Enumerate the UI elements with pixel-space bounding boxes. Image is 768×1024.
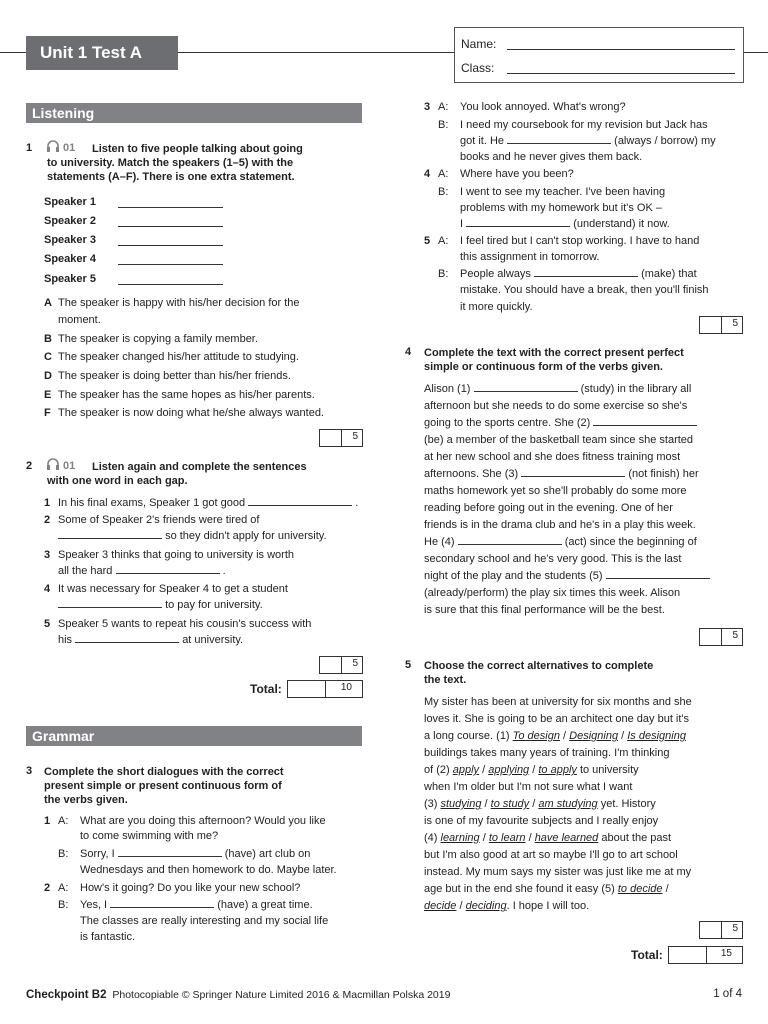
q1-instruction-2: to university. Match the speakers (1–5) with the [47, 157, 294, 169]
q5-instruction-2: the text. [424, 674, 467, 686]
statement-text: The speaker is now doing what he/she always wanted. [58, 407, 324, 419]
class-field[interactable] [507, 73, 735, 74]
item-text: to pay for university. [58, 597, 263, 613]
dialogue-line: this assignment in tomorrow. [460, 251, 600, 263]
dialogue-line: is fantastic. [80, 931, 136, 943]
item-text: so they didn't apply for university. [58, 528, 327, 544]
headphones-icon [46, 140, 60, 155]
q5-line: loves it. She is going to be an architect one day but it's [424, 713, 690, 725]
q5-line: of (2) apply / applying / to apply to university [424, 764, 639, 776]
speaker-b: B: [438, 268, 449, 280]
gap-field[interactable] [58, 597, 162, 608]
page-number: 1 of 4 [713, 988, 742, 1000]
statement-text: moment. [58, 314, 101, 326]
option[interactable]: to decide [617, 883, 663, 895]
gap-field[interactable] [58, 528, 162, 539]
gap-field[interactable] [110, 897, 214, 908]
item-number: 1 [44, 497, 51, 509]
q4-number: 4 [405, 346, 412, 358]
speaker-b: B: [438, 186, 449, 198]
dialogue-number: 5 [424, 235, 431, 247]
q5-line: My sister has been at university for six months and she [424, 696, 692, 708]
option[interactable]: deciding [465, 900, 507, 912]
item-number: 3 [44, 549, 51, 561]
q5-line: instead. My mum says my sister was just like me at my [424, 866, 692, 878]
speaker-label: Speaker 1 [44, 196, 96, 208]
statement-text: The speaker changed his/her attitude to studying. [58, 351, 299, 363]
option[interactable]: studying [440, 798, 482, 810]
option[interactable]: decide [424, 900, 457, 912]
q4-instruction-2: simple or continuous form of the verbs given. [424, 361, 663, 373]
option[interactable]: to apply [538, 764, 577, 776]
q1-number: 1 [26, 142, 33, 154]
speaker-a: A: [58, 815, 69, 827]
dialogue-line: I went to see my teacher. I've been having [460, 186, 666, 198]
gap-field[interactable] [458, 534, 562, 545]
q5-line: (4) learning / to learn / have learned about the past [424, 832, 672, 844]
gap-field[interactable] [118, 846, 222, 857]
gap-field[interactable] [466, 216, 570, 227]
dialogue-line: The classes are really interesting and my social life [80, 915, 329, 927]
dialogue-number: 4 [424, 168, 431, 180]
speaker-b: B: [58, 848, 69, 860]
q4-score: 5 [732, 630, 738, 641]
statement-letter: E [44, 389, 52, 401]
q3-instruction-3: the verbs given. [44, 794, 128, 806]
speaker-b: B: [58, 899, 69, 911]
q4-line: He (4) (act) since the beginning of [424, 536, 697, 548]
q2-instruction-2: with one word in each gap. [47, 475, 188, 487]
speaker-a: A: [438, 168, 449, 180]
q3-instruction-1: Complete the short dialogues with the correct [44, 766, 284, 778]
name-field[interactable] [507, 49, 735, 50]
q4-line: at her new school and she does fitness training most [424, 451, 681, 463]
statement-text: The speaker has the same hopes as his/her parents. [58, 389, 315, 401]
q4-score-box[interactable] [699, 628, 743, 646]
item-text: Some of Speaker 2's friends were tired of [58, 514, 260, 526]
dialogue-line: got it. He (always / borrow) my [460, 135, 716, 147]
dialogue-line: I feel tired but I can't stop working. I have to hand [460, 235, 700, 247]
statement-letter: A [44, 297, 52, 309]
option[interactable]: to learn [488, 832, 526, 844]
dialogue-number: 3 [424, 101, 431, 113]
gap-field[interactable] [507, 133, 611, 144]
listening-total: 10 [340, 682, 352, 693]
dialogue-line: mistake. You should have a break, then you'll finish [460, 284, 709, 296]
speaker-answer-field[interactable] [118, 226, 223, 227]
speaker-label: Speaker 4 [44, 253, 96, 265]
option[interactable]: apply [452, 764, 480, 776]
option[interactable]: am studying [538, 798, 598, 810]
q1-instruction-3: statements (A–F). There is one extra statement. [47, 171, 295, 183]
q5-line: but I'm also good at art so maybe I'll go to art school [424, 849, 678, 861]
gap-field[interactable] [474, 381, 578, 392]
option[interactable]: Is designing [627, 730, 686, 742]
dialogue-number: 1 [44, 815, 51, 827]
q4-line: afternoons. She (3) (not finish) her [424, 468, 699, 480]
speaker-label: Speaker 5 [44, 273, 96, 285]
gap-field[interactable] [593, 415, 697, 426]
unit-title: Unit 1 Test A [26, 36, 178, 70]
speaker-answer-field[interactable] [118, 264, 223, 265]
gap-field[interactable] [248, 495, 352, 506]
q3-number: 3 [26, 765, 33, 777]
statement-text: The speaker is happy with his/her decision for the [58, 297, 300, 309]
item-text: Speaker 3 thinks that going to university is worth [58, 549, 295, 561]
dialogue-line: What are you doing this afternoon? Would you like [80, 815, 326, 827]
item-text: all the hard . [58, 565, 226, 577]
dialogue-number: 2 [44, 882, 51, 894]
option[interactable]: applying [488, 764, 530, 776]
option[interactable]: have learned [534, 832, 599, 844]
speaker-label: Speaker 2 [44, 215, 96, 227]
speaker-a: A: [438, 235, 449, 247]
option[interactable]: to study [490, 798, 530, 810]
statement-text: The speaker is copying a family member. [58, 333, 258, 345]
gap-field[interactable] [606, 568, 710, 579]
gap-field[interactable] [116, 563, 220, 574]
q4-line: night of the play and the students (5) [424, 568, 710, 584]
item-number: 2 [44, 514, 51, 526]
option[interactable]: Designing [569, 730, 619, 742]
item-text: his at university. [58, 634, 244, 646]
q5-score: 5 [732, 923, 738, 934]
dialogue-line: Yes, I (have) a great time. [80, 899, 313, 911]
q5-line: is one of my favourite subjects and I really enjoy [424, 815, 659, 827]
q5-instruction-1: Choose the correct alternatives to complete [424, 660, 654, 672]
q3-score-box[interactable] [699, 316, 743, 334]
dialogue-line: Where have you been? [460, 168, 574, 180]
dialogue-line: Wednesdays and then homework to do. Maybe later. [80, 864, 337, 876]
grammar-section-title: Grammar [26, 726, 362, 746]
q5-line: decide / deciding. I hope I will too. [424, 900, 590, 912]
q1-instruction-1: Listen to five people talking about going [92, 143, 303, 155]
option[interactable]: To design [512, 730, 560, 742]
q5-line: age but in the end she found it easy (5) to decide / [424, 883, 669, 895]
dialogue-line: to come swimming with me? [80, 830, 219, 842]
gap-field[interactable] [521, 466, 625, 477]
statement-letter: C [44, 351, 52, 363]
q4-instruction-1: Complete the text with the correct present perfect [424, 347, 684, 359]
speaker-answer-field[interactable] [118, 207, 223, 208]
item-number: 5 [44, 618, 51, 630]
dialogue-line: People always (make) that [460, 268, 697, 280]
grammar-total-box[interactable] [668, 946, 743, 964]
dialogue-line: books and he never gives them back. [460, 151, 643, 163]
item-text: Speaker 5 wants to repeat his cousin's success with [58, 618, 312, 630]
dialogue-line: I need my coursebook for my revision but Jack has [460, 119, 708, 131]
q4-line: reading before going out in the evening. One of her [424, 502, 673, 514]
q4-line: going to the sports centre. She (2) [424, 415, 697, 431]
speaker-answer-field[interactable] [118, 284, 223, 285]
headphones-icon [46, 458, 60, 473]
q5-line: (3) studying / to study / am studying yet. History [424, 798, 656, 810]
q4-line: (already/perform) the play six times this week. Alison [424, 587, 681, 599]
item-text: In his final exams, Speaker 1 got good . [58, 497, 359, 509]
speaker-a: A: [438, 101, 449, 113]
q4-line: friends is in the drama club and he's in a play this week. [424, 519, 696, 531]
q1-score-box[interactable] [319, 429, 363, 447]
q2-score-box[interactable] [319, 656, 363, 674]
gap-field[interactable] [534, 266, 638, 277]
footer-brand: Checkpoint B2 [26, 989, 107, 1001]
q5-line: when I'm older but I'm not sure what I want [424, 781, 633, 793]
total-label: Total: [250, 682, 282, 696]
total-label: Total: [631, 948, 663, 962]
dialogue-line: I (understand) it now. [460, 218, 670, 230]
speaker-answer-field[interactable] [118, 245, 223, 246]
speaker-label: Speaker 3 [44, 234, 96, 246]
q5-number: 5 [405, 659, 412, 671]
q5-score-box[interactable] [699, 921, 743, 939]
q1-score: 5 [352, 431, 358, 442]
statement-letter: F [44, 407, 51, 419]
dialogue-line: Sorry, I (have) art club on [80, 848, 311, 860]
grammar-total: 15 [720, 948, 732, 959]
statement-letter: D [44, 370, 52, 382]
q2-score: 5 [352, 658, 358, 669]
listening-total-box[interactable] [287, 680, 363, 698]
statement-letter: B [44, 333, 52, 345]
q4-line: maths homework yet so she'll probably do some more [424, 485, 687, 497]
q4-line: (be) a member of the basketball team since she started [424, 434, 694, 446]
dialogue-line: problems with my homework but it's OK – [460, 202, 663, 214]
q2-number: 2 [26, 460, 33, 472]
gap-field[interactable] [75, 632, 179, 643]
listening-section-title: Listening [26, 103, 362, 123]
q4-line: afternoon but she needs to do some exercise so she's [424, 400, 688, 412]
name-class-box [454, 27, 744, 83]
q1-track: 01 [63, 142, 76, 154]
class-label: Class: [461, 61, 495, 75]
q5-line: a long course. (1) To design / Designing / Is designing [424, 730, 686, 742]
item-text: It was necessary for Speaker 4 to get a student [58, 583, 288, 595]
statement-text: The speaker is doing better than his/her friends. [58, 370, 291, 382]
dialogue-line: You look annoyed. What's wrong? [460, 101, 626, 113]
q4-line: Alison (1) (study) in the library all [424, 383, 692, 395]
option[interactable]: learning [440, 832, 480, 844]
speaker-b: B: [438, 119, 449, 131]
dialogue-line: it more quickly. [460, 301, 533, 313]
dialogue-line: How's it going? Do you like your new school? [80, 882, 301, 894]
q2-track: 01 [63, 460, 76, 472]
item-number: 4 [44, 583, 51, 595]
footer [26, 989, 450, 1001]
q4-line: secondary school and he's very good. This is the last [424, 553, 682, 565]
q3-instruction-2: present simple or present continuous form of [44, 780, 282, 792]
speaker-a: A: [58, 882, 69, 894]
q5-line: buildings takes many years of training. I'm thinking [424, 747, 670, 759]
footer-copyright: Photocopiable © Springer Nature Limited 2016 & Macmillan Polska 2019 [112, 989, 451, 1001]
q3-score: 5 [732, 318, 738, 329]
name-label: Name: [461, 37, 497, 51]
q2-instruction-1: Listen again and complete the sentences [92, 461, 307, 473]
q4-line: is sure that this final performance will be the best. [424, 604, 665, 616]
